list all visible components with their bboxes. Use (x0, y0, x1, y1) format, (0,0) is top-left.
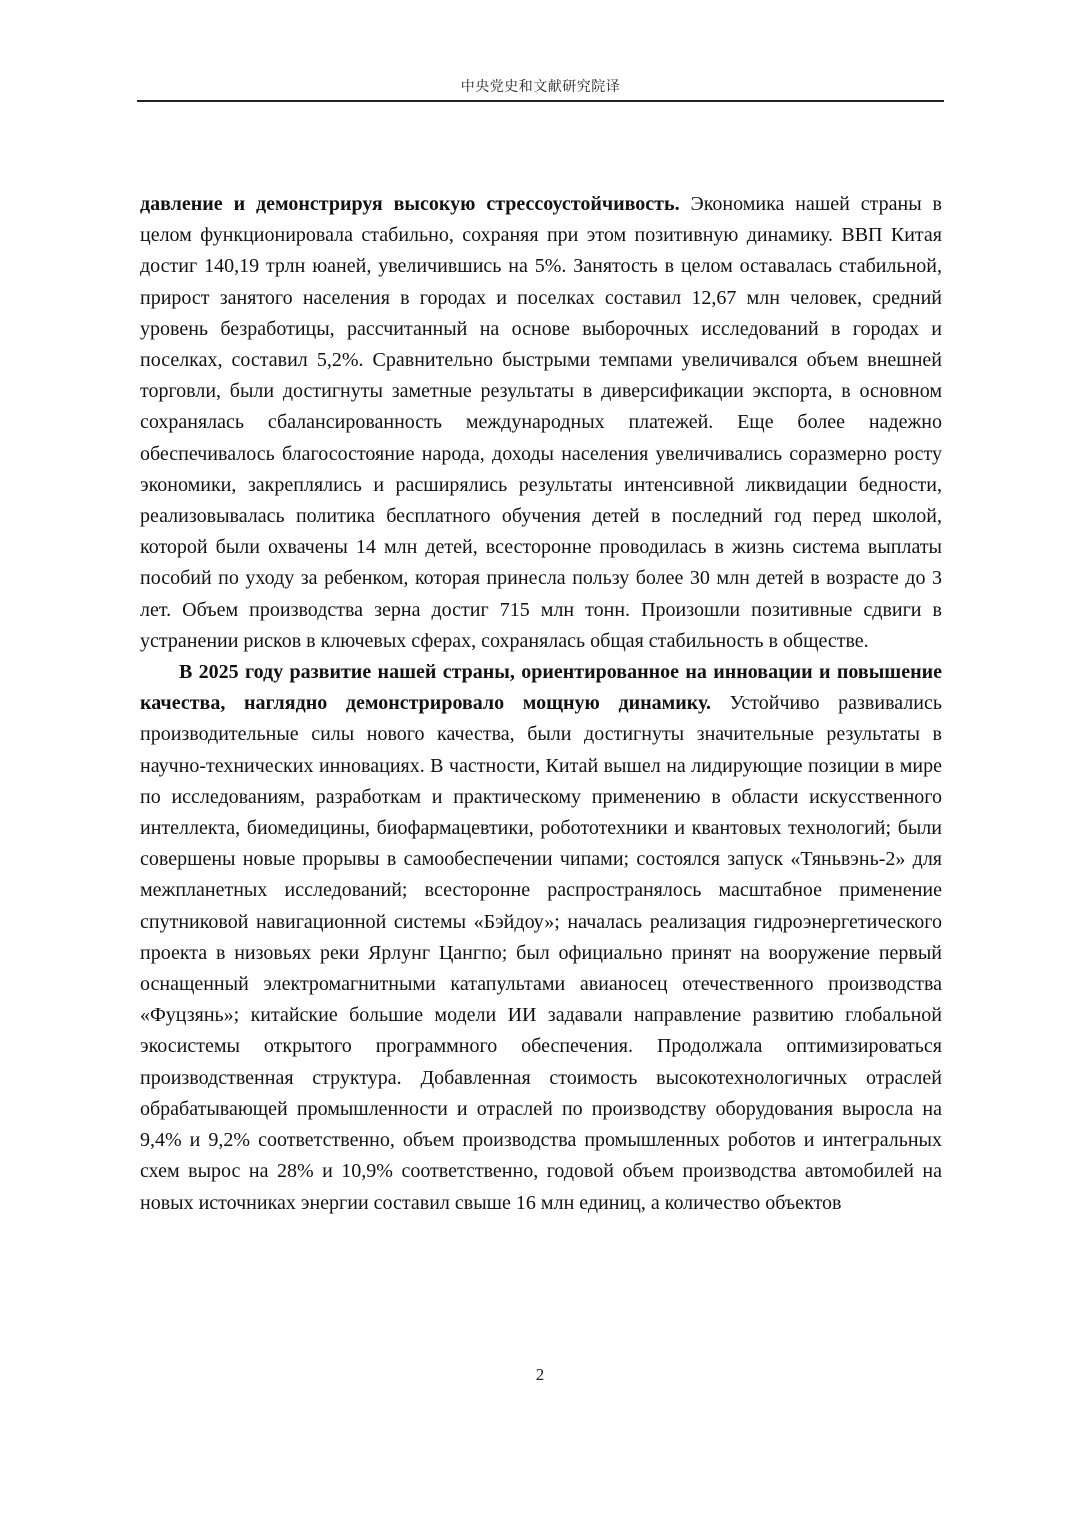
paragraph-2 (140, 657, 942, 1219)
paragraph-1-text: Экономика нашей страны в целом функционировала стабильно, сохраняя при этом позитивную динамику. ВВП Китая достиг 140,19 трлн юаней, увеличившись на 5%. Занятость в целом оставалась стабильной, прирост занятого населения в городах и поселках составил 12,67 млн человек, средний уровень безработицы, рассчитанный на основе выборочных исследований в городах и поселках, составил 5,2%. Сравнительно быстрыми темпами увеличивался объем внешней торговли, были достигнуты заметные результаты в диверсификации экспорта, в основном сохранялась сбалансированность международных платежей. Еще более надежно обеспечивалось благосостояние народа, доходы населения увеличивались соразмерно росту экономики, закреплялись и расширялись результаты интенсивной ликвидации бедности, реализовывалась политика бесплатного обучения детей в последний год перед школой, которой были охвачены 14 млн детей, всесторонне проводилась в жизнь система выплаты пособий по уходу за ребенком, которая принесла пользу более 30 млн детей в возрасте до 3 лет. Объем производства зерна достиг 715 млн тонн. Произошли позитивные сдвиги в устранении рисков в ключевых сферах, сохранялась общая стабильность в обществе. (140, 193, 943, 652)
paragraph-1 (140, 189, 942, 657)
document-body (140, 189, 942, 1219)
page-header (137, 74, 944, 102)
header-title: 中央党史和文献研究院译 (460, 79, 621, 95)
paragraph-2-text: Устойчиво развивались производительные силы нового качества, были достигнуты значительные результаты в научно-технических инновациях. В частности, Китай вышел на лидирующие позиции в мире по исследованиям, разработкам и практическому применению в области искусственного интеллекта, биомедицины, биофармацевтики, робототехники и квантовых технологий; были совершены новые прорывы в самообеспечении чипами; состоялся запуск «Тяньвэнь-2» для межпланетных исследований; всесторонне распространялось масштабное применение спутниковой навигационной системы «Бэйдоу»; началась реализация гидроэнергетического проекта в низовьях реки Ярлунг Цангпо; был официально принят на вооружение первый оснащенный электромагнитными катапультами авианосец отечественного производства «Фуцзянь»; китайские большие модели ИИ задавали направление развитию глобальной экосистемы открытого программного обеспечения. Продолжала оптимизироваться производственная структура. Добавленная стоимость высокотехнологичных отраслей обрабатывающей промышленности и отраслей по производству оборудования выросла на 9,4% и 9,2% соответственно, объем производства промышленных роботов и интегральных схем вырос на 28% и 10,9% соответственно, годовой объем производства автомобилей на новых источниках энергии составил свыше 16 млн единиц, а количество объектов (140, 692, 942, 1214)
paragraph-2-bold-lead: В 2025 году развитие нашей страны, ориентированное на инновации и повышение качества, наглядно демонстрировало мощную динамику. (140, 661, 942, 715)
paragraph-1-bold-lead: давление и демонстрируя высокую стрессоустойчивость. (140, 193, 680, 215)
page-number: 2 (535, 1365, 545, 1384)
